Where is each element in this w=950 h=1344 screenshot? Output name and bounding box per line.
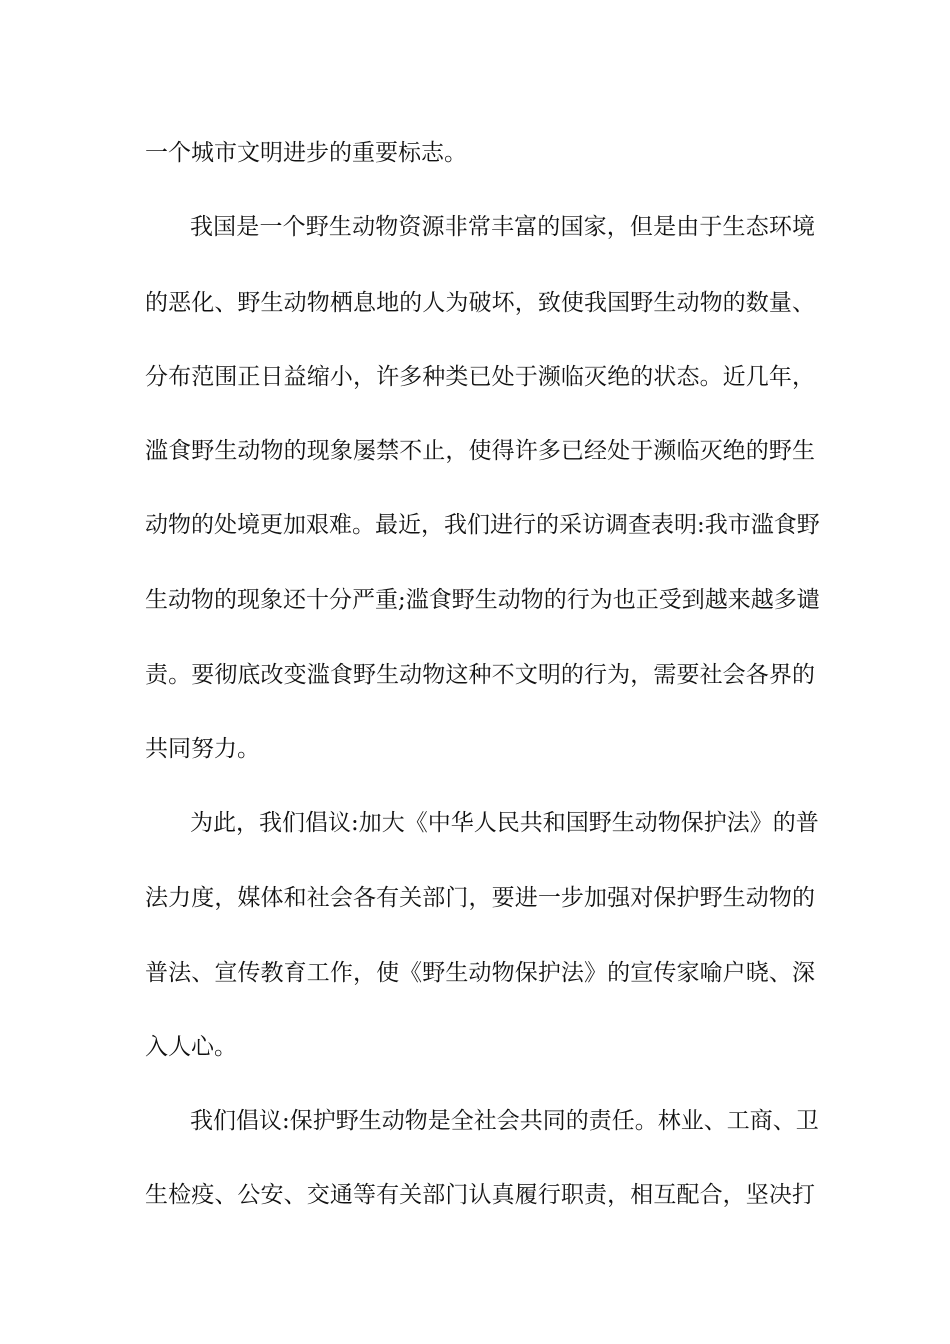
text-line: 生检疫、公安、交通等有关部门认真履行职责，相互配合，坚决打 [145, 1182, 815, 1208]
text-line: 共同努力。 [145, 736, 260, 762]
text-line: 法力度，媒体和社会各有关部门，要进一步加强对保护野生动物的 [145, 885, 815, 911]
text-line: 分布范围正日益缩小，许多种类已处于濒临灭绝的状态。近几年， [145, 364, 815, 390]
text-line: 入人心。 [145, 1034, 237, 1060]
paragraph-first-line: 为此，我们倡议:加大《中华人民共和国野生动物保护法》的普 [190, 810, 819, 836]
text-line: 责。要彻底改变滥食野生动物这种不文明的行为，需要社会各界的 [145, 662, 815, 688]
text-line: 普法、宣传教育工作，使《野生动物保护法》的宣传家喻户晓、深 [145, 960, 815, 986]
text-line: 动物的处境更加艰难。最近，我们进行的采访调查表明:我市滥食野 [145, 512, 820, 538]
text-line: 的恶化、野生动物栖息地的人为破坏，致使我国野生动物的数量、 [145, 290, 815, 316]
text-line: 一个城市文明进步的重要标志。 [145, 140, 467, 166]
text-line: 生动物的现象还十分严重;滥食野生动物的行为也正受到越来越多谴 [145, 587, 820, 613]
paragraph-first-line: 我们倡议:保护野生动物是全社会共同的责任。林业、工商、卫 [190, 1108, 819, 1134]
text-line: 滥食野生动物的现象屡禁不止，使得许多已经处于濒临灭绝的野生 [145, 438, 815, 464]
paragraph-first-line: 我国是一个野生动物资源非常丰富的国家，但是由于生态环境 [190, 214, 815, 240]
